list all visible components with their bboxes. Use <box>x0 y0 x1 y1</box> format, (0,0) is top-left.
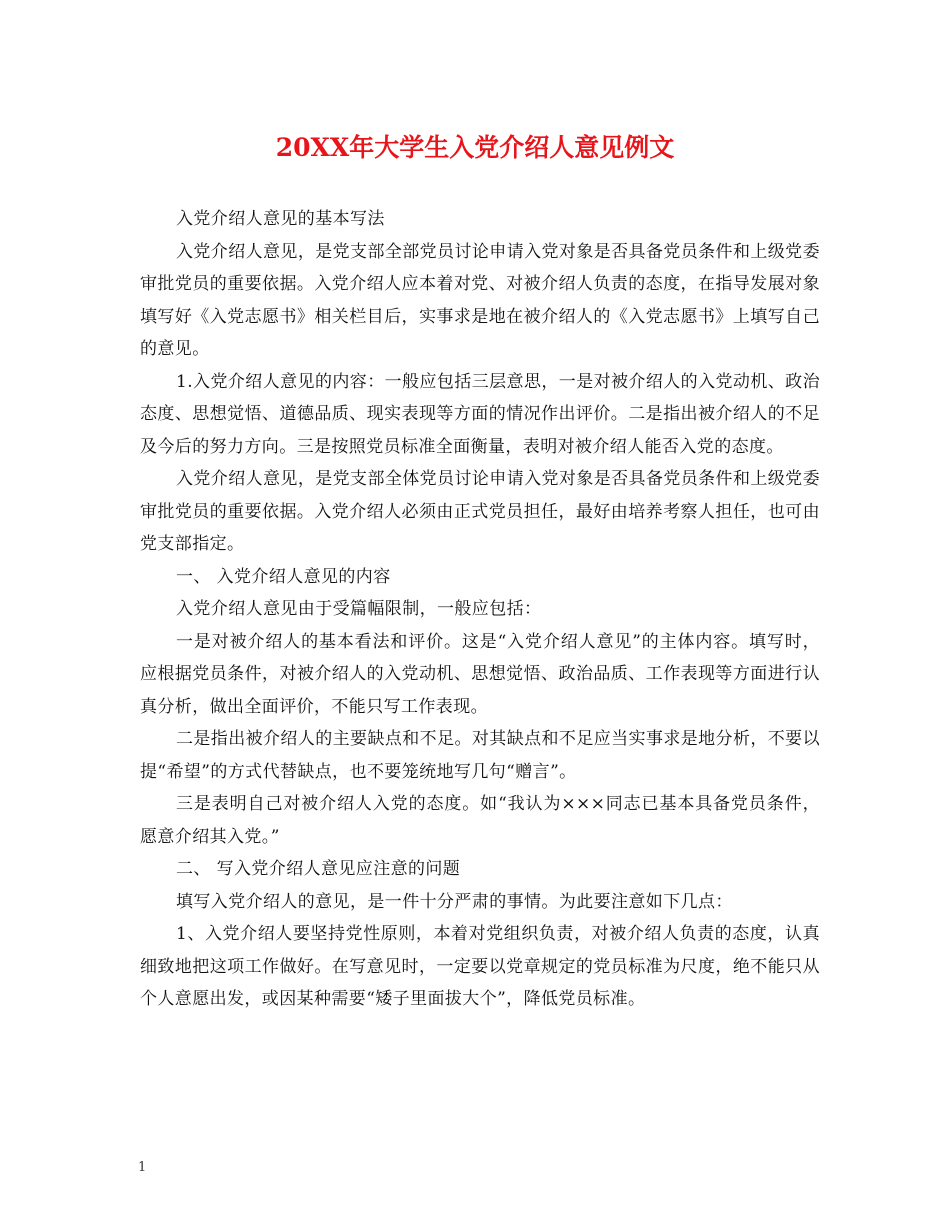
paragraph-length-limit: 入党介绍人意见由于受篇幅限制，一般应包括： <box>176 599 542 619</box>
document-title: 20XX年大学生入党介绍人意见例文 <box>275 133 675 162</box>
page-number: 1 <box>138 1160 147 1175</box>
document-body <box>140 203 820 1016</box>
paragraph-content-three-points: 1.入党介绍人意见的内容：一般应包括三层意思，一是对被介绍人的入党动机、政治态度、思想觉悟、道德品质、现实表现等方面的情况作出评价。二是指出被介绍人的不足及今后的努力方向。三是按照党员标准全面衡量，表明对被介绍人能否入党的态度。 <box>140 371 820 457</box>
paragraph-importance: 入党介绍人意见，是党支部全部党员讨论申请入党对象是否具备党员条件和上级党委审批党员的重要依据。入党介绍人应本着对党、对被介绍人负责的态度，在指导发展对象填写好《入党志愿书》相关栏目后，实事求是地在被介绍人的《入党志愿书》上填写自己的意见。 <box>140 241 820 359</box>
section-heading-one: 一、 入党介绍人意见的内容 <box>176 566 391 587</box>
paragraph-basic-writing-heading: 入党介绍人意见的基本写法 <box>176 209 385 229</box>
paragraph-point-two: 二是指出被介绍人的主要缺点和不足。对其缺点和不足应当实事求是地分析，不要以提“希望”的方式代替缺点，也不要笼统地写几句“赠言”。 <box>140 729 820 782</box>
paragraph-point-one: 一是对被介绍人的基本看法和评价。这是“入党介绍人意见”的主体内容。填写时，应根据党员条件，对被介绍人的入党动机、思想觉悟、政治品质、工作表现等方面进行认真分析，做出全面评价，不能只写工作表现。 <box>140 631 820 717</box>
section-heading-two: 二、 写入党介绍人意见应注意的问题 <box>176 859 461 879</box>
paragraph-point-three: 三是表明自己对被介绍人入党的态度。如“我认为×××同志已基本具备党员条件，愿意介绍其入党。” <box>140 794 820 847</box>
paragraph-introducer-requirement: 入党介绍人意见，是党支部全体党员讨论申请入党对象是否具备党员条件和上级党委审批党员的重要依据。入党介绍人必须由正式党员担任，最好由培养考察人担任，也可由党支部指定。 <box>140 469 820 554</box>
paragraph-note-one: 1、入党介绍人要坚持党性原则，本着对党组织负责，对被介绍人负责的态度，认真细致地把这项工作做好。在写意见时，一定要以党章规定的党员标准为尺度，绝不能只从个人意愿出发，或因某种需要“矮子里面拔大个”，降低党员标准。 <box>140 924 820 1009</box>
paragraph-notes-intro: 填写入党介绍人的意见，是一件十分严肃的事情。为此要注意如下几点： <box>176 891 733 912</box>
